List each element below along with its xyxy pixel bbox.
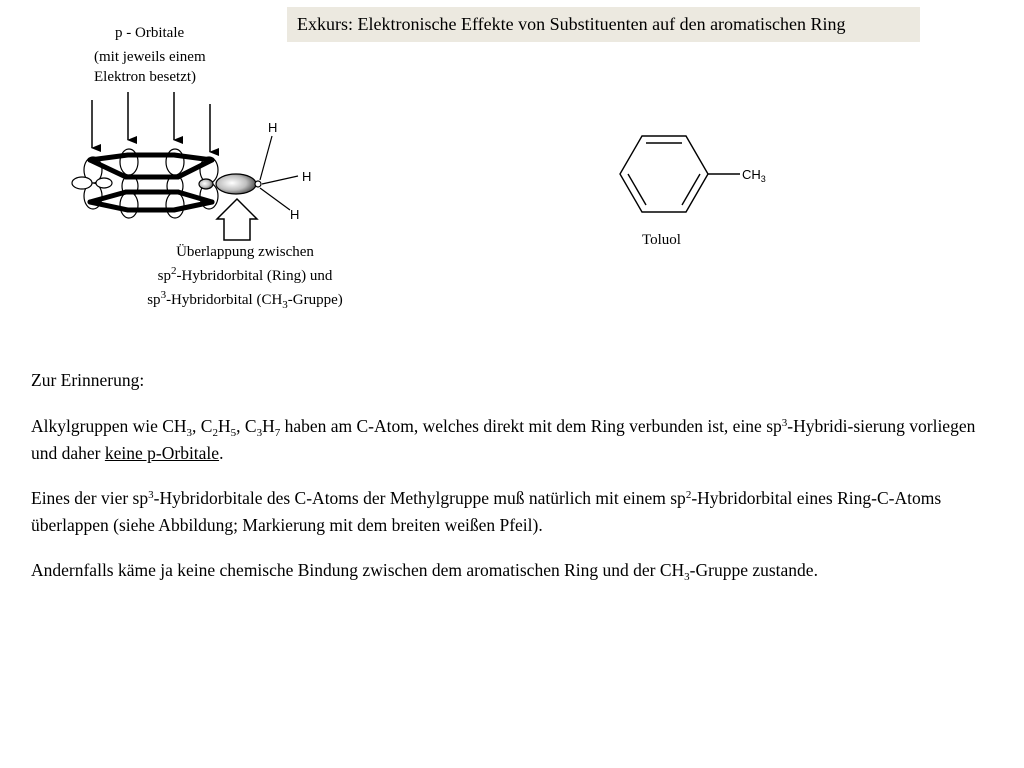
double-bond-line bbox=[628, 174, 646, 205]
p-orbitals-label: p - Orbitale bbox=[115, 25, 185, 41]
reminder-heading: Zur Erinnerung: bbox=[31, 370, 145, 390]
methyl-label: $CH_3$ bbox=[742, 167, 766, 184]
p-orbital-arrows bbox=[92, 92, 210, 152]
overlap-marker-arrow-icon bbox=[217, 199, 257, 240]
sp3-overlap-lobe bbox=[216, 174, 256, 194]
paragraph-bond: Andernfalls käme ja keine chemische Bindung zwischen dem aromatischen Ring und der $CH_3$-Gruppe zustande. bbox=[31, 560, 818, 583]
hydrogen-label: H bbox=[290, 207, 300, 222]
keine-p-orbitale-underlined: keine p-Orbitale bbox=[104, 443, 220, 463]
p-orbitals-note-line1: (mit jeweils einem bbox=[94, 49, 206, 65]
p-orbital-lobe bbox=[166, 192, 184, 218]
overlap-caption-line2: $sp^2$-Hybridorbital (Ring) und bbox=[157, 265, 333, 284]
toluene-structure bbox=[620, 136, 740, 212]
paragraph-alkyl: Alkylgruppen wie $CH_3$, $C_2H_5$, $C_3H_7$ haben am C-Atom, welches direkt mit dem Ring verbunden ist, eine $sp^3-Hybridi$-sierung vorliegen und daher keine p-Orbitale. bbox=[31, 416, 976, 463]
p-orbital-lobe bbox=[72, 177, 92, 189]
ch-bond bbox=[260, 188, 290, 210]
ch-bond bbox=[262, 176, 298, 184]
double-bond-line bbox=[682, 174, 700, 205]
page-title: Exkurs: Elektronische Effekte von Substituenten auf den aromatischen Ring bbox=[287, 7, 920, 42]
p-orbitals-note-line2: Elektron besetzt) bbox=[94, 69, 197, 85]
benzene-ring bbox=[620, 136, 708, 212]
ch-bonds bbox=[260, 136, 298, 210]
p-orbital-lobe bbox=[120, 192, 138, 218]
overlap-caption-line1: Überlappung zwischen bbox=[176, 244, 314, 260]
sp2-lobe bbox=[199, 179, 213, 189]
p-orbital-lobe bbox=[96, 178, 112, 188]
hydrogen-label: H bbox=[302, 169, 312, 184]
ch-bond bbox=[260, 136, 272, 180]
toluene-name: Toluol bbox=[642, 232, 681, 248]
overlap-caption-line3: $sp^3$-Hybridorbital $(CH_3-Gruppe)$ bbox=[147, 289, 343, 311]
paragraph-hybrid-overlap: Eines der vier $sp^3$-Hybridorbitale des C-Atoms der Methylgruppe muß natürlich mit einem $sp^2$-Hybridorbital eines Ring-C-Atoms überlappen (siehe Abbildung; Markierung mit dem breiten weißen Pfeil). bbox=[31, 488, 942, 535]
hydrogen-label: H bbox=[268, 120, 278, 135]
methyl-carbon bbox=[255, 181, 261, 187]
